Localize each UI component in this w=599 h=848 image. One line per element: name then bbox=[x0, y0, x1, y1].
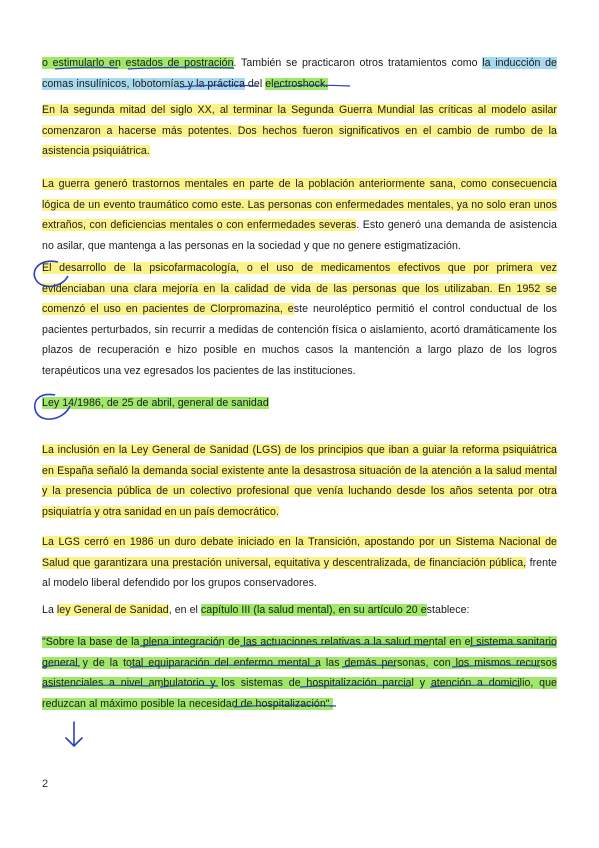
paragraph-article-20 bbox=[42, 600, 557, 621]
section-heading bbox=[42, 393, 557, 414]
highlight-yellow: En la segunda mitad del siglo XX, al terminar la Segunda Guerra Mundial las críticas al modelo asilar comenzaron a hacerse más potentes. Dos hechos fueron significativos en el cambio de rumbo de la asistencia psiquiátrica. bbox=[42, 104, 557, 158]
highlight-yellow: La guerra generó trastornos mentales en parte de la población anteriormente sana, como consecuencia lógica de un evento traumático como este. Las personas con enfermedades mentales, ya no solo eran unos extraños, con deficiencias mentales o con enfermedades severas bbox=[42, 178, 557, 232]
ink-arrow-down-icon bbox=[66, 722, 82, 746]
highlight-green-electroshock: electroshock. bbox=[265, 77, 329, 90]
highlight-green: o estimularlo en estados de postración bbox=[42, 57, 234, 69]
highlight-green-heading: Ley 14/1986, de 25 de abril, general de sanidad bbox=[42, 397, 269, 409]
highlight-yellow: El desarrollo de la psicofarmacología, o el uso de medicamentos efectivos que por primera vez evidenciaban una clara mejoría en la calidad de vida de las personas que los utilizaban. En 1952 se comenzó el uso en pacientes de Clorpromazina, e bbox=[42, 262, 557, 316]
paragraph-lgs-inclusion bbox=[42, 440, 557, 522]
text-plain: ste neuroléptico permitió el control conductual de los pacientes perturbados, sin recurrir a medidas de contención física o aislamiento, acortó dramáticamente los plazos de recuperación e hizo posible en muchos casos la mantención a largo plazo de los logros terapéuticos una vez egresados los pacientes de las instituciones. bbox=[42, 303, 557, 377]
text-plain: stablece: bbox=[426, 604, 470, 616]
paragraph-lgs-1986 bbox=[42, 532, 557, 594]
text-plain: . También se practicaron otros tratamientos como bbox=[233, 57, 483, 69]
highlight-green-quote: "Sobre la base de la plena integración de las actuaciones relativas a la salud mental en el sistema sanitario general y de la total equiparación del enfermo mental a las demás personas, con los mismos recursos asistenciales a nivel ambulatorio y los sistemas de hospitalización parcial y atención a domicilio, que reduzcan al máximo posible la necesidad de hospitalización". bbox=[42, 636, 557, 710]
text-plain: del bbox=[244, 77, 266, 90]
highlight-yellow: La LGS cerró en 1986 un duro debate iniciado en la Transición, apostando por un Sistema Nacional de Salud que garantizara una prestación universal, equitativa y descentralizada, de financiación pública, bbox=[42, 536, 557, 569]
paragraph-war bbox=[42, 174, 557, 256]
quote-article-20 bbox=[42, 632, 557, 714]
page-number: 2 bbox=[42, 778, 49, 790]
text-plain: La bbox=[42, 604, 57, 616]
paragraph-psychopharmacology bbox=[42, 258, 557, 382]
highlight-green: capítulo III (la salud mental), en su artículo 20 e bbox=[200, 604, 427, 616]
paragraph-treatments bbox=[42, 53, 557, 94]
paragraph-second-half-century bbox=[42, 100, 557, 162]
text-plain: , en el bbox=[168, 604, 201, 616]
highlight-yellow: ley General de Sanidad bbox=[56, 604, 169, 616]
highlight-blue: la inducción de comas insulínicos, lobotomías y la práctica bbox=[42, 57, 557, 90]
text-plain: frente al modelo liberal defendido por los grupos conservadores. bbox=[42, 556, 557, 590]
highlight-yellow: La inclusión en la Ley General de Sanidad (LGS) de los principios que iban a guiar la reforma psiquiátrica en España señaló la demanda social existente ante la desastrosa situación de la atención a la salud mental y la presencia pública de un colectivo profesional que venía luchando desde los años setenta por otra psiquiatría y otra sanidad en un país democrático. bbox=[42, 444, 557, 518]
text-plain: . Esto generó una demanda de asistencia no asilar, que mantenga a las personas en la sociedad y que no genere estigmatización. bbox=[42, 219, 557, 252]
